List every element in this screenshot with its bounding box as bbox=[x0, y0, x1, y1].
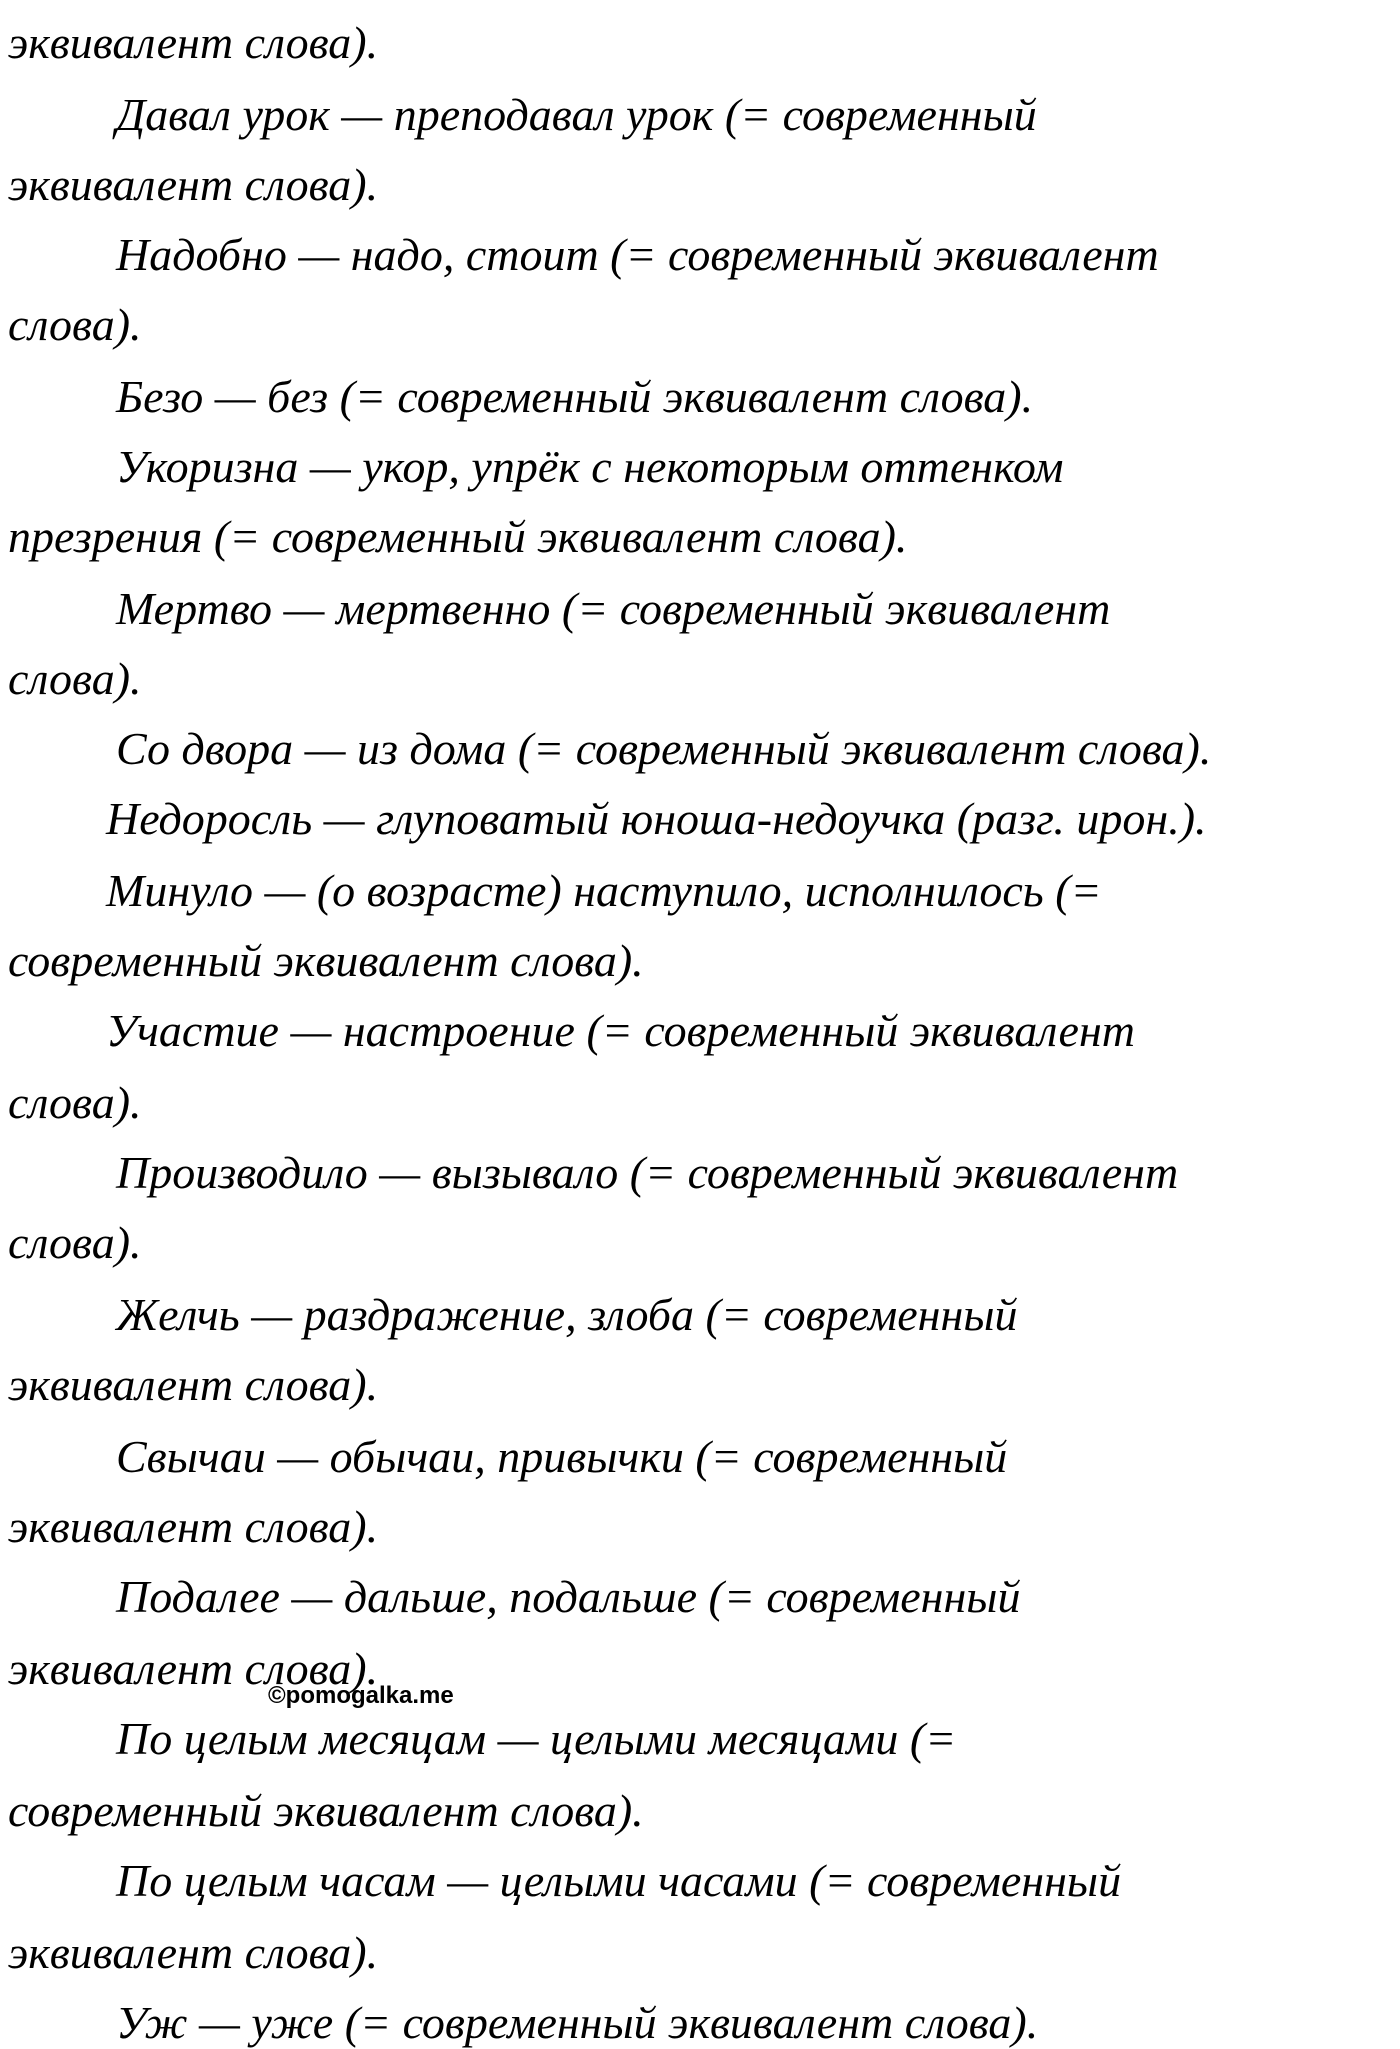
text-line: Надобно — надо, стоит (= современный эквивалент bbox=[116, 229, 1159, 280]
text-line: эквивалент слова). bbox=[8, 159, 379, 210]
text-line: Минуло — (о возрасте) наступило, исполнилось (= bbox=[106, 865, 1102, 916]
text-line: Производило — вызывало (= современный эквивалент bbox=[116, 1147, 1179, 1198]
text-line: По целым часам — целыми часами (= современный bbox=[116, 1855, 1122, 1906]
text-line: Участие — настроение (= современный эквивалент bbox=[106, 1005, 1135, 1056]
text-line: Свычаи — обычаи, привычки (= современный bbox=[116, 1431, 1008, 1482]
text-line: Уж — уже (= современный эквивалент слова). bbox=[116, 1997, 1039, 2048]
text-line: слова). bbox=[8, 299, 142, 350]
text-line: эквивалент слова). bbox=[8, 1927, 379, 1978]
text-line: Укоризна — укор, упрёк с некоторым оттенком bbox=[116, 441, 1064, 492]
text-line: Мертво — мертвенно (= современный эквивалент bbox=[116, 583, 1111, 634]
text-line: Давал урок — преподавал урок (= современный bbox=[116, 89, 1037, 140]
text-line: Желчь — раздражение, злоба (= современный bbox=[116, 1289, 1018, 1340]
text-line: слова). bbox=[8, 1077, 142, 1128]
watermark-text: ©pomogalka.me bbox=[268, 1682, 454, 1709]
text-line: современный эквивалент слова). bbox=[8, 1785, 644, 1836]
text-line: Со двора — из дома (= современный эквивалент слова). bbox=[116, 723, 1212, 774]
text-line: презрения (= современный эквивалент слова). bbox=[8, 511, 908, 562]
text-line: эквивалент слова). bbox=[8, 1501, 379, 1552]
text-line: современный эквивалент слова). bbox=[8, 935, 644, 986]
text-line: слова). bbox=[8, 1217, 142, 1268]
text-line: Безо — без (= современный эквивалент слова). bbox=[116, 371, 1034, 422]
text-line: эквивалент слова). bbox=[8, 17, 379, 68]
text-line: Подалее — дальше, подальше (= современный bbox=[116, 1571, 1021, 1622]
text-line: По целым месяцам — целыми месяцами (= bbox=[116, 1713, 957, 1764]
text-line: эквивалент слова). bbox=[8, 1359, 379, 1410]
text-line: эквивалент слова). bbox=[8, 1643, 379, 1694]
text-line: Недоросль — глуповатый юноша-недоучка (разг. ирон.). bbox=[106, 793, 1207, 844]
text-line: слова). bbox=[8, 653, 142, 704]
